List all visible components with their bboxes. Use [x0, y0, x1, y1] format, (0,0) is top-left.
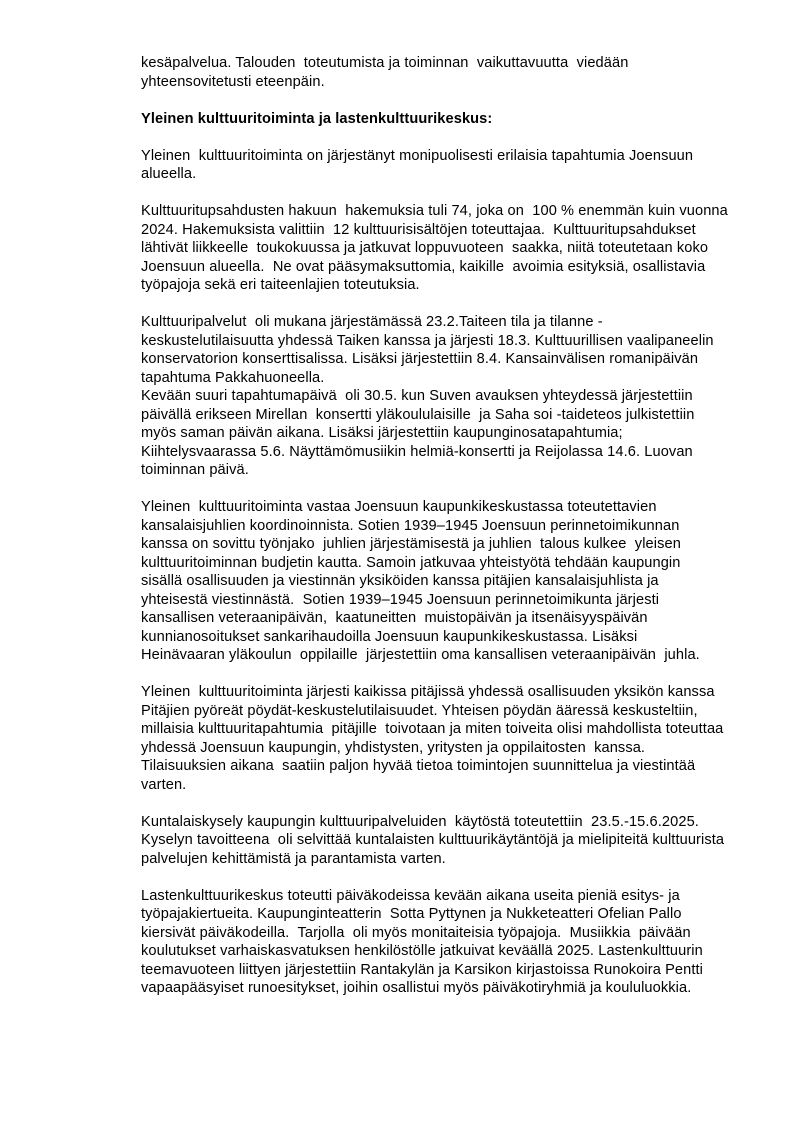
text-line: teemavuoteen liittyen järjestettiin Rantakylän ja Karsikon kirjastoissa Runokoira Pentti: [141, 961, 704, 978]
text-line: kansalaisjuhlien koordinoinnista. Sotien 1939–1945 Joensuun perinnetoimikunnan: [141, 517, 680, 534]
text-line: kesäpalvelua. Talouden toteutumista ja toiminnan vaikuttavuutta viedään: [141, 55, 629, 71]
text-line: Lastenkulttuurikeskus toteutti päiväkodeissa kevään aikana useita pieniä esitys- ja: [141, 887, 680, 904]
paragraph: [141, 202, 741, 295]
text-line: alueella.: [141, 166, 197, 182]
text-line: tapahtuma Pakkahuoneella.: [141, 369, 325, 386]
text-line: Yleinen kulttuuritoiminta on järjestänyt monipuolisesti erilaisia tapahtumia Joensuun: [141, 147, 694, 164]
text-line: Heinävaaran yläkoulun oppilaille järjestettiin oma kansallisen veteraanipäivän juhla.: [141, 647, 700, 663]
paragraph: [141, 683, 741, 794]
text-line: Yleinen kulttuuritoiminta järjesti kaikissa pitäjissä yhdessä osallisuuden yksikön kanssa: [141, 684, 715, 700]
text-line: Kuntalaiskysely kaupungin kulttuuripalveluiden käytöstä toteutettiin 23.5.-15.6.2025.: [141, 813, 699, 830]
text-line: Joensuun alueella. Ne ovat pääsymaksuttomia, kaikille avoimia esityksiä, osallistavia: [141, 258, 706, 275]
text-line: Kulttuuripalvelut oli mukana järjestämässä 23.2.Taiteen tila ja tilanne -: [141, 314, 603, 330]
document-content: [141, 54, 741, 998]
text-line: Kyselyn tavoitteena oli selvittää kuntalaisten kulttuurikäytäntöjä ja mielipiteitä kulttuurista: [141, 832, 725, 848]
paragraph: [141, 54, 741, 91]
text-line: kulttuuritoiminnan budjetin kautta. Samoin jatkuvaa yhteistyötä tehdään kaupungin: [141, 554, 681, 571]
text-line: 2024. Hakemuksista valittiin 12 kulttuurisisältöjen toteuttajaa. Kulttuuritupsahdukset: [141, 221, 696, 238]
text-line: varten.: [141, 776, 187, 793]
text-line: kanssa on sovittu työnjako juhlien järjestämisestä ja juhlien talous kulkee yleisen: [141, 536, 681, 552]
text-line: Kevään suuri tapahtumapäivä oli 30.5. kun Suven avauksen yhteydessä järjestettiin: [141, 388, 693, 404]
text-line: sisällä osallisuuden ja viestinnän yksiköiden kanssa pitäjien kansalaisjuhlista ja: [141, 573, 659, 589]
paragraph: [141, 498, 741, 665]
text-line: Kiihtelysvaarassa 5.6. Näyttämömusiikin helmiä-konsertti ja Reijolassa 14.6. Luovan: [141, 443, 693, 460]
text-line: toiminnan päivä.: [141, 462, 249, 478]
text-line: kiersivät päiväkodeilla. Tarjolla oli myös monitaiteisia työpajoja. Musiikkia päivään: [141, 924, 691, 941]
paragraph: [141, 147, 741, 184]
text-line: päivällä erikseen Mirellan konsertti yläkoululaisille ja Saha soi -taideteos julkistettiin: [141, 406, 695, 423]
text-line: Yleinen kulttuuritoiminta ja lastenkulttuurikeskus:: [141, 110, 493, 127]
text-line: koulutukset varhaiskasvatuksen henkilöstölle jatkuivat keväällä 2025. Lastenkulttuurin: [141, 943, 703, 959]
text-line: millaisia kulttuuritapahtumia pitäjille toivotaan ja miten toiveita olisi mahdollista toteuttaa: [141, 721, 724, 737]
text-line: yhteensovitetusti eteenpäin.: [141, 73, 325, 90]
text-line: palvelujen kehittämistä ja parantamista varten.: [141, 850, 446, 867]
text-line: keskustelutilaisuutta yhdessä Taiken kanssa ja järjesti 18.3. Kulttuurillisen vaalipaneelin: [141, 332, 714, 349]
text-line: konservatorion konserttisalissa. Lisäksi järjestettiin 8.4. Kansainvälisen romanipäivän: [141, 351, 699, 367]
text-line: työpajakiertueita. Kaupunginteatterin Sotta Pyttynen ja Nukketeatteri Ofelian Pallo: [141, 906, 682, 922]
text-line: lähtivät liikkeelle toukokuussa ja jatkuvat loppuvuoteen saakka, niitä toteutetaan koko: [141, 240, 709, 256]
text-line: vapaapääsyiset runoesitykset, joihin osallistui myös päiväkotiryhmiä ja koululuokkia.: [141, 980, 692, 996]
paragraph: [141, 313, 741, 480]
paragraph: [141, 887, 741, 998]
text-line: yhteisestä viestinnästä. Sotien 1939–1945 Joensuun perinnetoimikunta järjesti: [141, 591, 660, 608]
text-line: Yleinen kulttuuritoiminta vastaa Joensuun kaupunkikeskustassa toteutettavien: [141, 499, 657, 515]
text-line: kansallisen veteraanipäivän, kaatuneitten muistopäivän ja itsenäisyyspäivän: [141, 610, 648, 626]
text-line: kunnianosoitukset sankarihaudoilla Joensuun kaupunkikeskustassa. Lisäksi: [141, 628, 638, 645]
paragraph: [141, 813, 741, 869]
text-line: yhdessä Joensuun kaupungin, yhdistysten, yritysten ja oppilaitosten kanssa.: [141, 739, 646, 756]
text-line: Tilaisuuksien aikana saatiin paljon hyvää tietoa toimintojen suunnittelua ja viestintää: [141, 758, 696, 774]
text-line: myös saman päivän aikana. Lisäksi järjestettiin kaupunginosatapahtumia;: [141, 425, 623, 441]
text-line: Pitäjien pyöreät pöydät-keskustelutilaisuudet. Yhteisen pöydän ääressä keskusteltiin,: [141, 702, 698, 719]
section-heading: [141, 110, 741, 129]
text-line: Kulttuuritupsahdusten hakuun hakemuksia tuli 74, joka on 100 % enemmän kuin vuonna: [141, 203, 728, 219]
text-line: työpajoja sekä eri taiteenlajien toteutuksia.: [141, 277, 420, 293]
